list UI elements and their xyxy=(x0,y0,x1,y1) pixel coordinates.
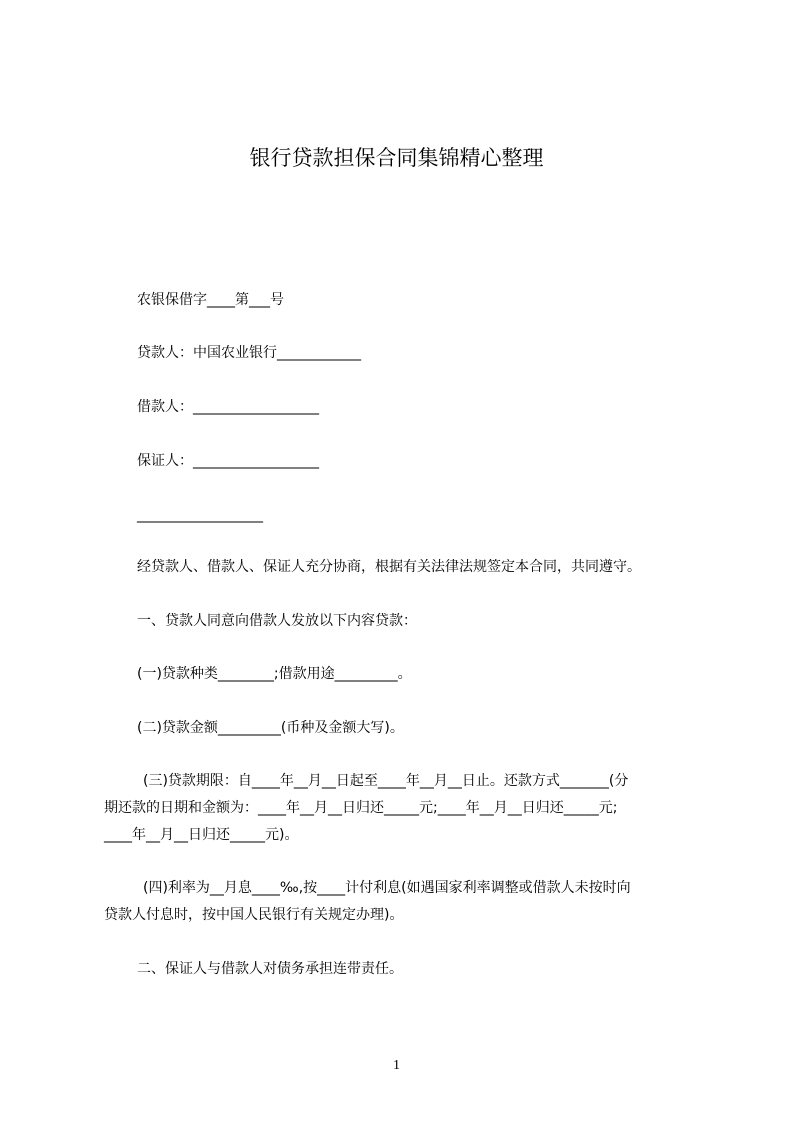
item-3-term-line-1: (三)贷款期限：自____年__月__日起至____年__月__日止。还款方式_______(分 xyxy=(143,773,629,789)
page-number: 1 xyxy=(393,1058,400,1073)
item-3-term-line-2: 期还款的日期和金额为：____年__月__日归还_____元;____年__月__日归还_____元; xyxy=(104,800,618,816)
item-1-loan-type: (一)贷款种类________;借款用途_________。 xyxy=(137,666,412,682)
item-2-loan-amount: (二)贷款金额_________(币种及金额大写)。 xyxy=(137,720,404,736)
lender-line: 贷款人：中国农业银行____________ xyxy=(137,345,361,361)
document-title: 银行贷款担保合同集锦精心整理 xyxy=(249,146,544,170)
contract-number: 农银保借字____第___号 xyxy=(137,292,284,308)
clause-1-heading: 一、贷款人同意向借款人发放以下内容贷款： xyxy=(137,613,417,629)
guarantor-line: 保证人：__________________ xyxy=(137,453,319,469)
clause-2-heading: 二、保证人与借款人对债务承担连带责任。 xyxy=(137,961,403,977)
intro-paragraph: 经贷款人、借款人、保证人充分协商，根据有关法律法规签定本合同，共同遵守。 xyxy=(137,559,641,575)
borrower-line: 借款人：__________________ xyxy=(137,399,319,415)
item-4-interest-line-2: 贷款人付息时，按中国人民银行有关规定办理)。 xyxy=(104,907,404,923)
blank-signature-line: __________________ xyxy=(137,507,263,523)
item-3-term-line-3: ____年__月__日归还_____元)。 xyxy=(104,827,299,843)
item-4-interest-line-1: (四)利率为__月息____‰,按____计付利息(如遇国家利率调整或借款人未按时向 xyxy=(143,880,631,896)
